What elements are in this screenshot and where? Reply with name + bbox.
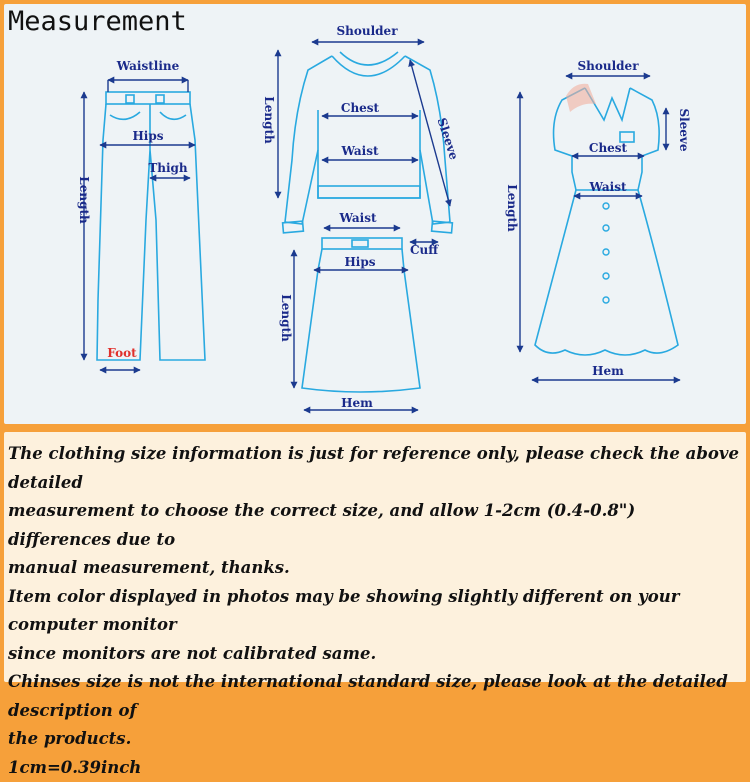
sweater-sleeve-label: Sleeve: [434, 116, 461, 162]
dress-illustration: [535, 88, 678, 355]
sweater-shoulder-label: Shoulder: [336, 24, 398, 38]
note-line: since monitors are not calibrated same.: [8, 640, 743, 669]
skirt-hem-label: Hem: [341, 396, 373, 410]
note-line: 1cm=0.39inch: [8, 754, 743, 782]
pants-thigh-label: Thigh: [148, 161, 188, 175]
note-line: Item color displayed in photos may be showing slightly different on your computer monitor: [8, 583, 743, 640]
dress-buttons: [603, 203, 609, 303]
page-title: Measurement: [8, 6, 187, 37]
pants-foot-label: Foot: [107, 346, 137, 360]
note-line: the products.: [8, 725, 743, 754]
pants-length-label: Length: [77, 176, 91, 224]
pants-hips-label: Hips: [132, 129, 163, 143]
reference-notes: [8, 440, 743, 782]
note-line: manual measurement, thanks.: [8, 554, 743, 583]
dress-sleeve-label: Sleeve: [677, 108, 691, 151]
sweater-waist-label: Waist: [340, 144, 379, 158]
dress-shoulder-label: Shoulder: [577, 59, 639, 73]
skirt-length-label: Length: [279, 294, 293, 342]
collar-shading: [566, 84, 596, 112]
dress-hem-label: Hem: [592, 364, 624, 378]
note-line: The clothing size information is just for reference only, please check the above detailed: [8, 440, 743, 497]
dress-length-label: Length: [505, 184, 519, 232]
skirt-waist-label: Waist: [338, 211, 377, 225]
sweater-length-label: Length: [262, 96, 276, 144]
sweater-cuff-label: Cuff: [410, 243, 439, 257]
note-line: measurement to choose the correct size, and allow 1-2cm (0.4-0.8") differences due to: [8, 497, 743, 554]
note-line: Chinses size is not the international standard size, please look at the detailed description of: [8, 668, 743, 725]
dress-waist-label: Waist: [588, 180, 627, 194]
pants-waistline-label: Waistline: [116, 59, 180, 73]
dress-arrows: [520, 76, 680, 380]
sweater-chest-label: Chest: [341, 101, 380, 115]
skirt-hips-label: Hips: [344, 255, 375, 269]
sweater-illustration: [283, 52, 453, 233]
dress-chest-label: Chest: [589, 141, 628, 155]
